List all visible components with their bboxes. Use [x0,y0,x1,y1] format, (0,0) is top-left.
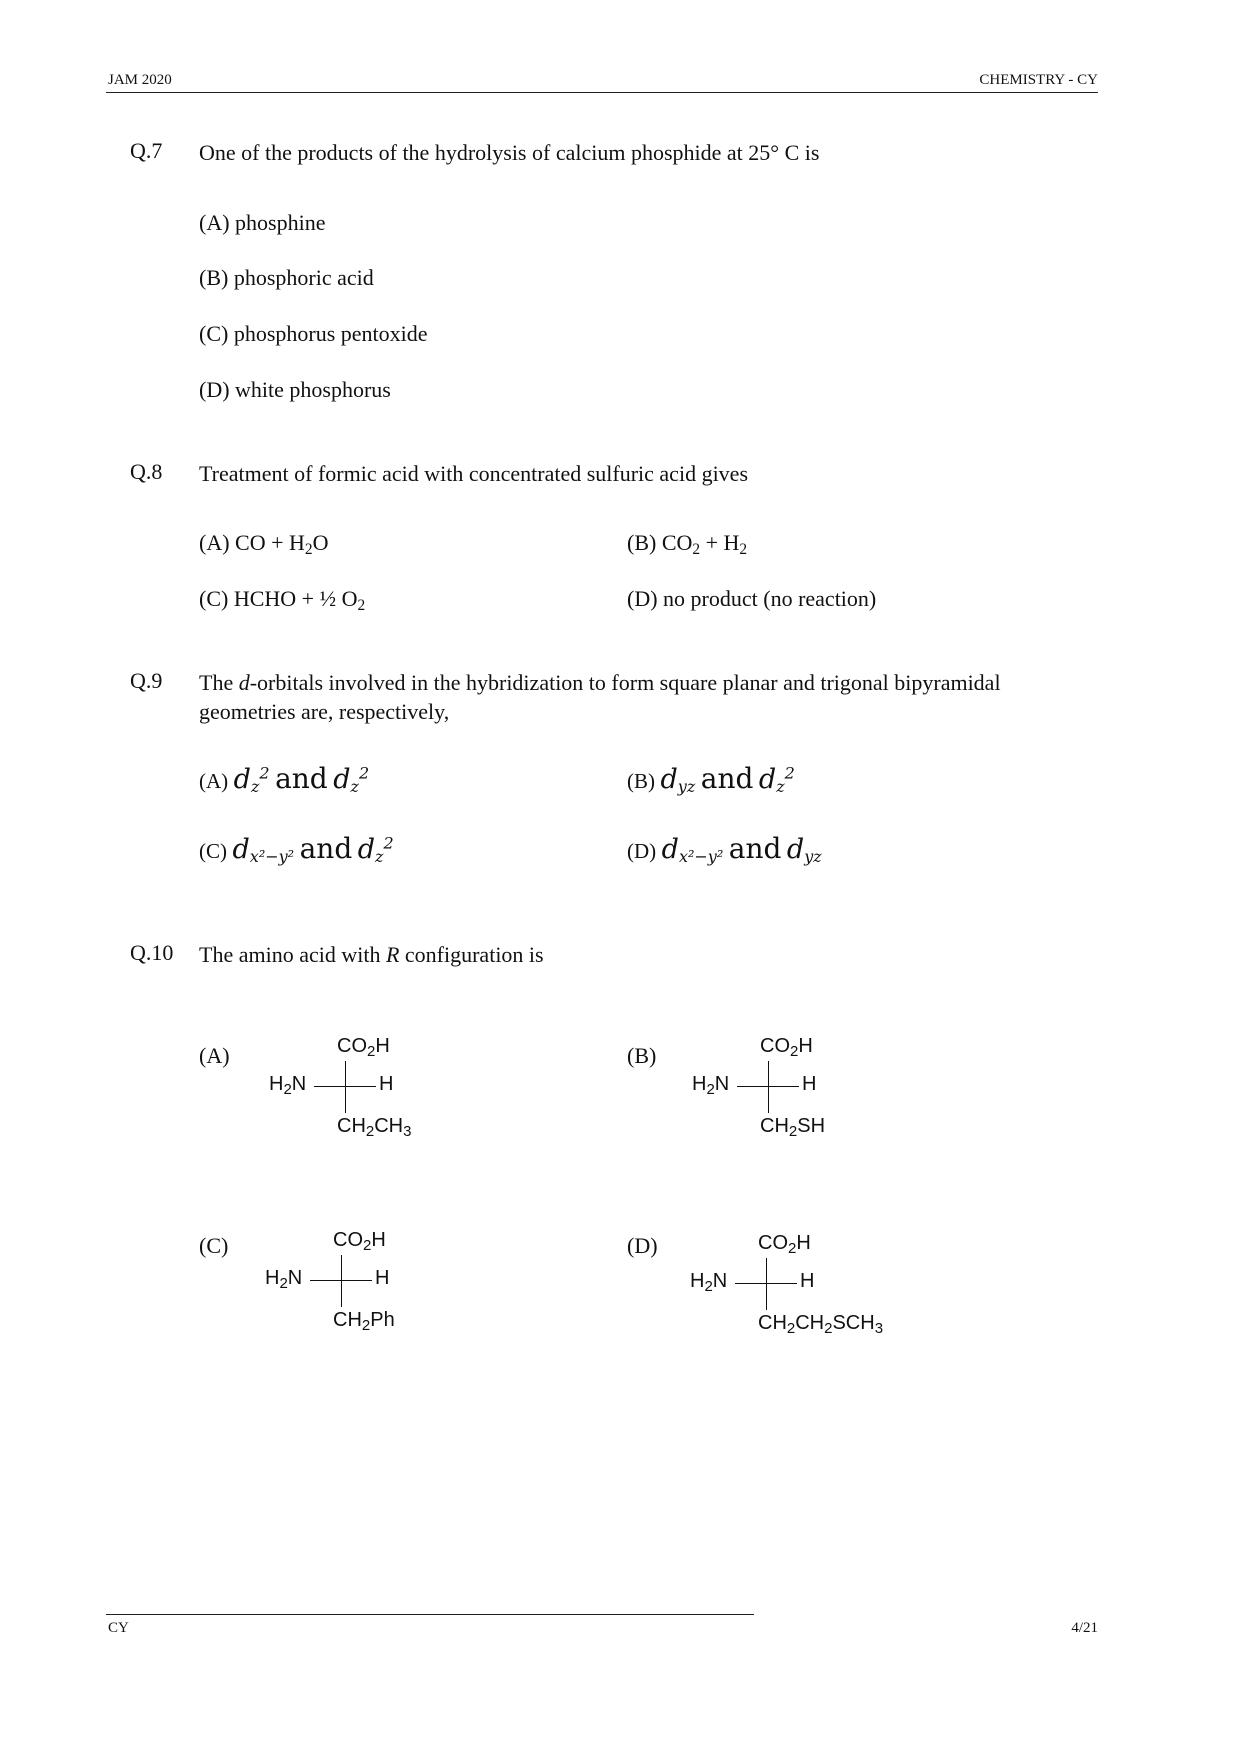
q8-a-post: O [312,530,329,555]
q9-b-and: and [700,762,754,795]
q10-c-horizontal-bond [310,1280,372,1281]
q10-option-a-structure[interactable] [269,1035,469,1155]
q10-option-d-label[interactable]: (D) [627,1233,658,1258]
q8-option-a[interactable] [199,530,329,559]
q8-c-label: (C) [199,586,229,611]
q8-b-pre: CO [661,530,693,555]
q8-option-c[interactable] [199,586,365,615]
q10-b-top: $CO_2H$ [760,1035,813,1060]
header-rule [106,92,1098,93]
q10-a-bottom: $CH_2CH_3$ [337,1115,412,1140]
q10-text-post: configuration is [399,942,544,967]
q10-d-horizontal-bond [735,1283,797,1284]
footer-left: CY [108,1620,129,1636]
q9-a-second: $d_z^2$ [333,763,370,796]
q7-number: Q.7 [130,138,163,163]
q10-d-vertical-bond [766,1258,767,1310]
q7-option-c[interactable]: (C) phosphorus pentoxide [199,321,428,346]
q10-a-right: H [379,1073,394,1095]
q9-c-first: $d_{x^2-y^2}$ [232,834,295,866]
q10-a-horizontal-bond [314,1086,376,1087]
q8-b-mid: + H [700,530,740,555]
q10-option-a-label[interactable]: (A) [199,1043,230,1068]
q9-a-and: and [275,762,328,795]
q8-option-b[interactable] [627,530,747,559]
q10-c-right: H [375,1267,390,1289]
q8-c-sub: 2 [357,596,366,614]
q9-a-first: $d_z^2$ [233,763,270,796]
q8-option-d[interactable] [627,586,876,612]
q9-d-and: and [728,832,782,865]
q9-c-label: (C) [199,839,227,863]
q9-b-second: $d_z^2$ [758,763,795,796]
q10-b-vertical-bond [768,1061,769,1113]
q10-b-horizontal-bond [737,1086,799,1087]
q9-d-label: (D) [627,839,657,863]
q8-d-label: (D) [627,586,658,611]
q7-text: One of the products of the hydrolysis of calcium phosphide at 25° C is [199,140,820,165]
q9-option-b[interactable] [627,762,795,796]
q8-text: Treatment of formic acid with concentrated sulfuric acid gives [199,461,749,486]
q10-b-right: H [802,1073,817,1095]
q9-number: Q.9 [130,668,163,693]
q9-a-label: (A) [199,769,229,793]
q9-d-first: $d_{x^2-y^2}$ [661,834,724,866]
q10-number: Q.10 [130,940,174,965]
q10-d-right: H [800,1270,815,1292]
q8-a-label: (A) [199,530,230,555]
q10-a-vertical-bond [345,1061,346,1113]
q10-c-bottom: $CH_2Ph$ [333,1309,395,1334]
q10-d-left: $H_2N$ [690,1270,728,1295]
q9-text-em: d [238,670,250,695]
q10-b-bottom: $CH_2SH$ [760,1115,826,1140]
q10-text [199,940,544,969]
q8-a-pre: CO + H [235,530,305,555]
header-right: CHEMISTRY - CY [979,72,1098,88]
q7-option-d[interactable]: (D) white phosphorus [199,377,391,402]
q9-text-post: -orbitals involved in the hybridization to form square planar and trigonal bipyramidal geometries are, respectively, [199,670,1001,724]
q10-a-top: $CO_2H$ [337,1035,390,1060]
q8-c-pre: HCHO + ½ O [233,586,358,611]
q10-option-c-label[interactable]: (C) [199,1233,229,1258]
header-left: JAM 2020 [108,72,172,88]
q10-d-top: $CO_2H$ [758,1232,811,1257]
q10-c-left: $H_2N$ [265,1267,303,1292]
q9-text-pre: The [199,670,239,695]
q10-text-pre: The amino acid with [199,942,386,967]
q10-option-b-structure[interactable] [692,1035,892,1155]
q10-a-left: $H_2N$ [269,1073,307,1098]
page-number: 4/21 [1071,1620,1098,1636]
q10-c-vertical-bond [341,1255,342,1307]
q10-option-c-structure[interactable] [265,1229,465,1349]
q7-option-b[interactable]: (B) phosphoric acid [199,265,374,290]
q8-b-label: (B) [627,530,657,555]
q9-d-second: $d_{yz}$ [786,834,822,866]
q10-option-b-label[interactable]: (B) [627,1043,657,1068]
q9-c-second: $d_z^2$ [357,833,394,866]
q8-a-sub: 2 [304,540,313,558]
q10-d-bottom: $CH_2CH_2SCH_3$ [758,1312,884,1337]
q7-option-a[interactable]: (A) phosphine [199,210,326,235]
q8-b-sub2: 2 [739,540,748,558]
q10-text-em: R [385,942,400,967]
q9-option-a[interactable] [199,762,369,796]
q10-b-left: $H_2N$ [692,1073,730,1098]
q10-c-top: $CO_2H$ [333,1229,386,1254]
q8-d-text: no product (no reaction) [663,586,877,611]
q9-b-first: $d_{yz}$ [660,764,696,796]
q9-option-c[interactable] [199,832,394,866]
q8-b-sub1: 2 [692,540,701,558]
q8-number: Q.8 [130,459,163,484]
q9-c-and: and [299,832,353,865]
q9-b-label: (B) [627,769,655,793]
q10-option-d-structure[interactable] [690,1232,930,1352]
footer-rule [106,1614,754,1615]
q9-text [199,668,1099,726]
q9-option-d[interactable] [627,832,822,866]
